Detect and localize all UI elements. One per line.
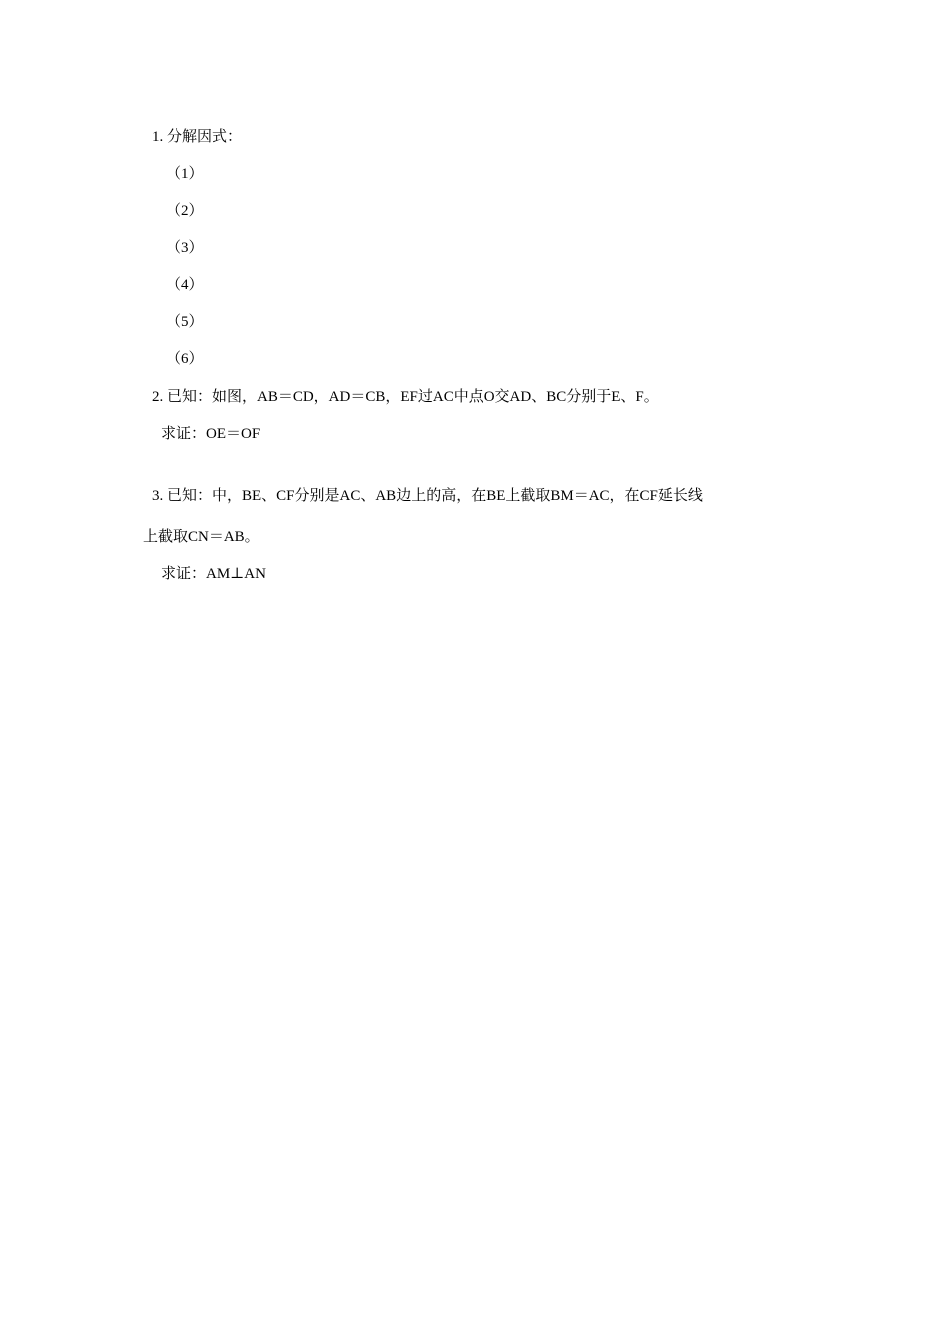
question-3-prove: 求证：AM⊥AN [161,566,266,582]
question-1-item-5: （5） [166,314,204,330]
question-1-item-3: （3） [166,240,204,256]
question-2-given: 2. 已知：如图，AB＝CD，AD＝CB，EF过AC中点O交AD、BC分别于E、F。 [152,389,659,405]
question-1-item-4: （4） [166,277,204,293]
question-1-item-1: （1） [166,166,204,182]
question-3-given-line-1: 3. 已知：中，BE、CF分别是AC、AB边上的高，在BE上截取BM＝AC，在CF延长线 [152,488,703,504]
question-1-item-2: （2） [166,203,204,219]
question-1-title: 1. 分解因式： [152,129,243,145]
question-2-prove: 求证：OE＝OF [161,426,261,442]
question-1-item-6: （6） [166,351,204,367]
question-3-given-line-2: 上截取CN＝AB。 [143,529,260,545]
